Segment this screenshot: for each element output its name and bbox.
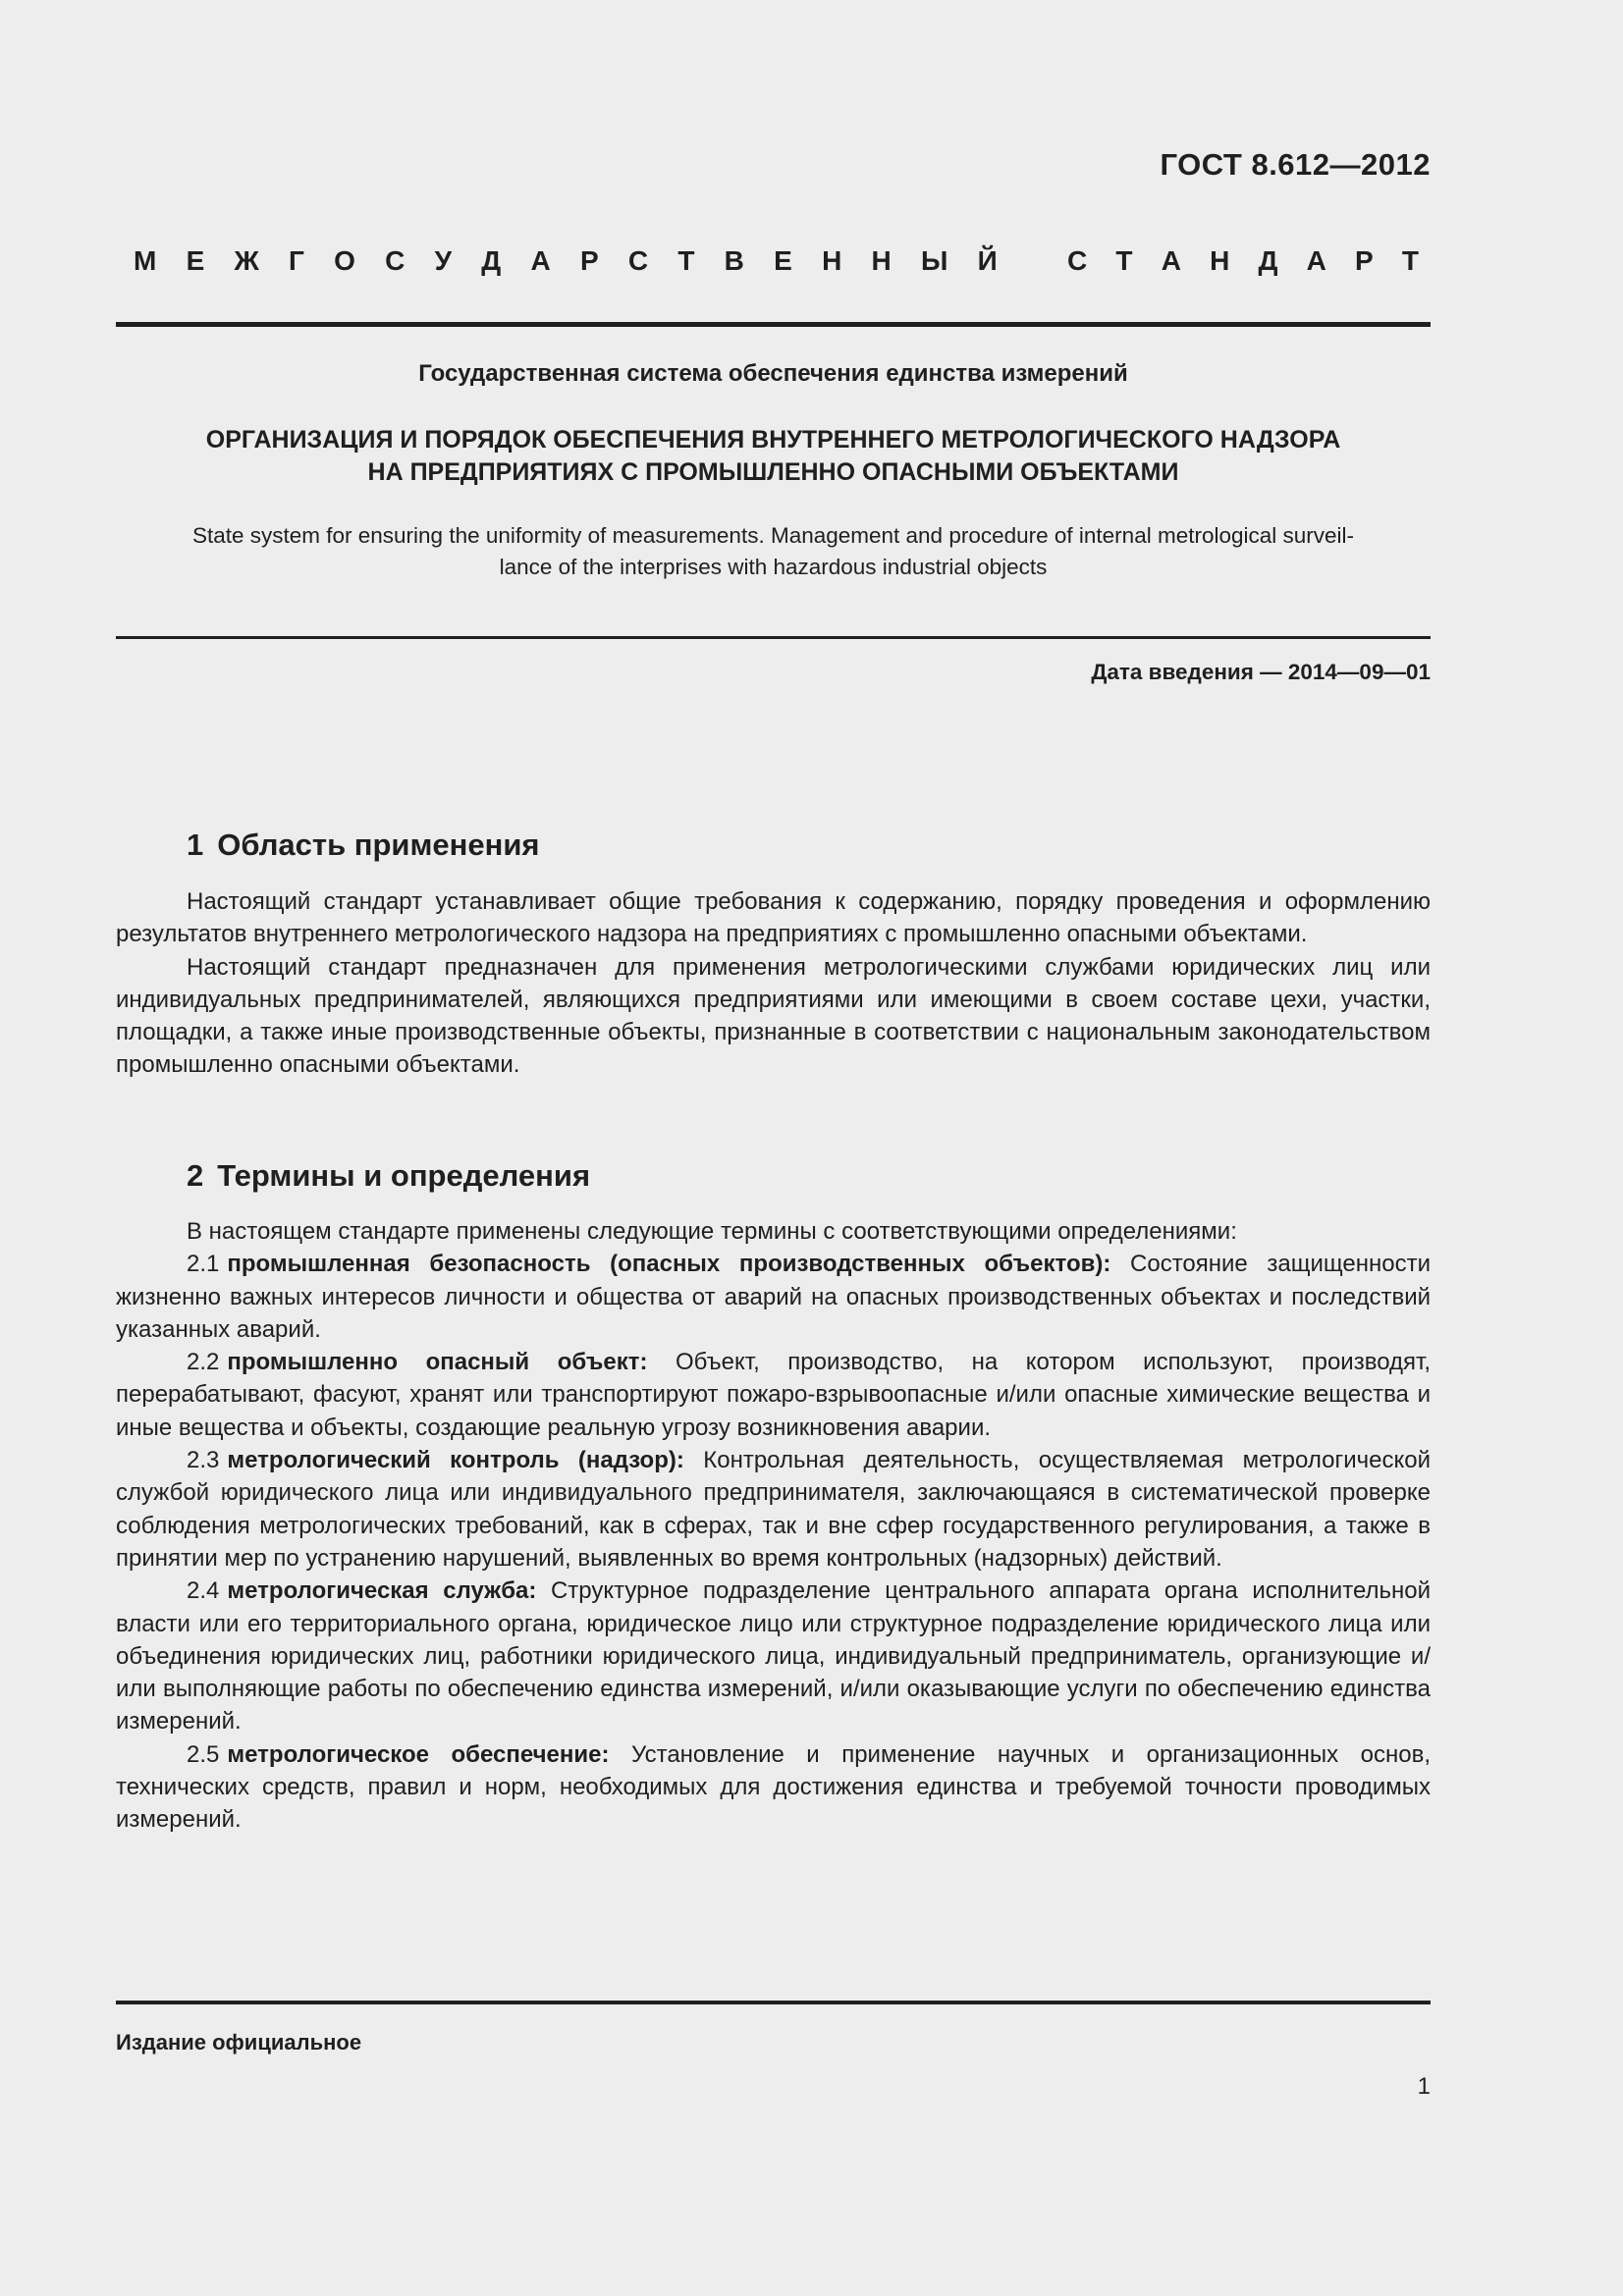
header-divider [116, 322, 1431, 327]
banner-word-standard: С Т А Н Д А Р Т [1067, 245, 1419, 276]
section-2-body [116, 1215, 1431, 1837]
banner-word-interstate: М Е Ж Г О С У Д А Р С Т В Е Н Н Ы Й [134, 245, 998, 276]
section-number: 2 [187, 1158, 204, 1193]
gost-number: ГОСТ 8.612—2012 [1160, 147, 1431, 182]
term-text: Состояние защищенности жизненно важных интересов личности и общества от аварий на опасных производственных объектах и последствий указанных аварий. [116, 1251, 1431, 1343]
term-number: 2.1 [187, 1251, 220, 1278]
term-text: Структурное подразделение центрального аппарата органа исполнительной власти или его территориального органа, юридическое лицо или структурное подразделение юридического лица или объединения юридических лиц, работники юридического лица, индивидуальный предприниматель, организующие и/или выполняющие работы по обеспечению единства измерений, и/или оказывающие услуги по обеспечению единства измерений. [116, 1577, 1432, 1735]
paragraph: Настоящий стандарт устанавливает общие требования к содержанию, порядку проведения и оформлению результатов внутреннего метрологического надзора на предприятиях с промышленно опасными объектами. [116, 888, 1431, 948]
term-definition [116, 1346, 1431, 1444]
section-number: 1 [187, 828, 204, 862]
section-1-heading [187, 828, 540, 863]
term-definition [116, 1248, 1431, 1346]
term-text: Установление и применение научных и организационных основ, технических средств, правил и норм, необходимых для достижения единства и требуемой точности проводимых измерений. [116, 1740, 1431, 1834]
document-title-line-2: НА ПРЕДПРИЯТИЯХ С ПРОМЫШЛЕННО ОПАСНЫМИ ОБЪЕКТАМИ [367, 458, 1179, 486]
term-number: 2.3 [187, 1447, 220, 1474]
system-title: Государственная система обеспечения единства измерений [418, 360, 1128, 387]
term-text: Объект, производство, на котором используют, производят, перерабатывают, фасуют, хранят или транспортируют пожаро-взрывоопасные и/или опасные химические вещества и иные вещества и объекты, создающие реальную угрозу возникновения аварии. [116, 1349, 1432, 1441]
document-title-line-1: ОРГАНИЗАЦИЯ И ПОРЯДОК ОБЕСПЕЧЕНИЯ ВНУТРЕННЕГО МЕТРОЛОГИЧЕСКОГО НАДЗОРА [205, 426, 1341, 454]
section-2-heading [187, 1158, 590, 1194]
introduction-date: Дата введения — 2014—09—01 [1091, 660, 1431, 684]
english-title-line-1: State system for ensuring the uniformity of measurements. Management and procedure of internal metrological surveil- [191, 523, 1355, 548]
document-page [116, 0, 1431, 2296]
english-title-line-2: lance of the interprises with hazardous industrial objects [499, 555, 1048, 579]
term-name: метрологическое обеспечение: [227, 1740, 610, 1768]
section-title: Область применения [217, 828, 540, 862]
term-definition [116, 1575, 1431, 1737]
standard-type-banner [134, 245, 1419, 277]
paragraph: В настоящем стандарте применены следующие термины с соответствующими определениями: [187, 1218, 1237, 1245]
footer-divider [116, 2001, 1431, 2004]
title-divider [116, 636, 1431, 639]
page-number: 1 [1417, 2073, 1431, 2100]
official-edition-label: Издание официальное [116, 2030, 362, 2055]
term-number: 2.4 [187, 1577, 220, 1605]
section-title: Термины и определения [217, 1158, 591, 1193]
term-name: метрологическая служба: [227, 1577, 537, 1605]
english-title [116, 520, 1431, 583]
term-definition [116, 1738, 1431, 1837]
section-1-body [116, 885, 1431, 1082]
term-name: промышленно опасный объект: [227, 1349, 648, 1376]
term-name: метрологический контроль (надзор): [227, 1447, 684, 1474]
document-title [116, 424, 1431, 489]
term-name: промышленная безопасность (опасных производственных объектов): [227, 1251, 1111, 1278]
term-definition [116, 1444, 1431, 1575]
term-number: 2.5 [187, 1740, 220, 1768]
term-number: 2.2 [187, 1349, 220, 1376]
term-text: Контрольная деятельность, осуществляемая метрологической службой юридического лица или индивидуального предпринимателя, заключающаяся в систематической проверке соблюдения метрологических требований, как в сферах, так и вне сфер государственного регулирования, а также в принятии мер по устранению нарушений, выявленных во время контрольных (надзорных) действий. [116, 1447, 1432, 1572]
paragraph: Настоящий стандарт предназначен для применения метрологическими службами юридических лиц или индивидуальных предпринимателей, являющихся предприятиями или имеющими в своем составе цехи, участки, площадки, а также иные производственные объекты, признанные в соответствии с национальным законодательством промышленно опасными объектами. [116, 953, 1431, 1079]
